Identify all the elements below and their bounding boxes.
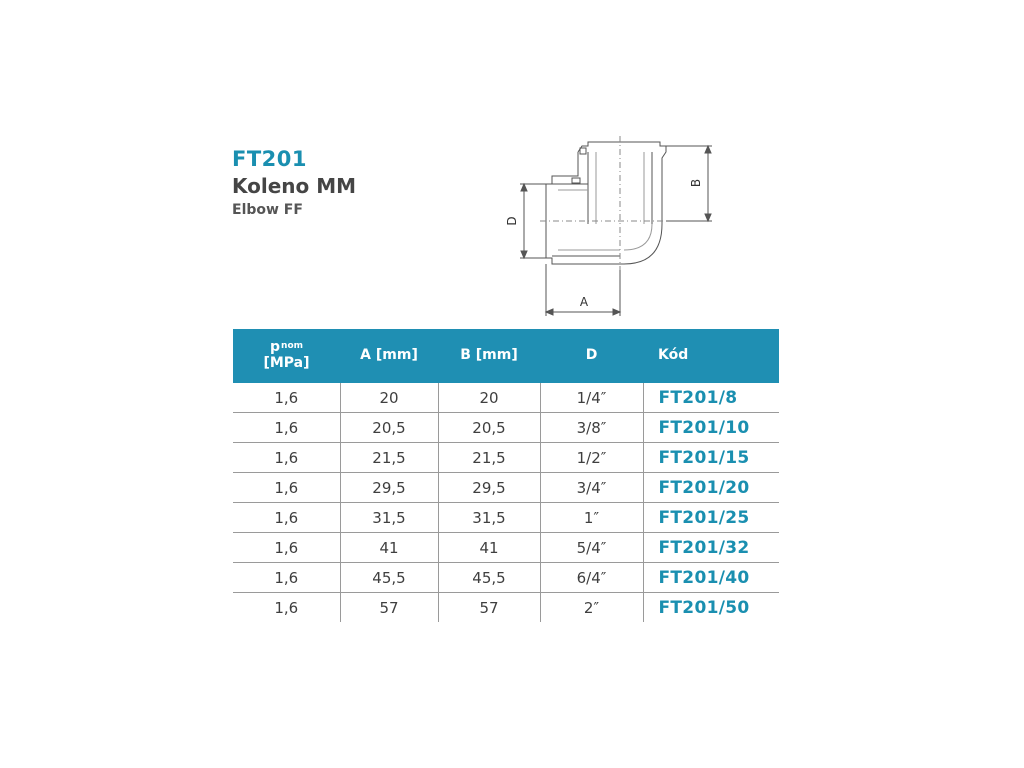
cell-pressure: 1,6 [233,503,340,533]
product-name-czech: Koleno MM [232,174,357,198]
cell-a: 57 [340,593,438,623]
cell-d: 3/4″ [540,473,643,503]
cell-code: FT201/25 [643,503,779,533]
table-row [233,443,779,473]
cell-code: FT201/32 [643,533,779,563]
cell-d: 3/8″ [540,413,643,443]
cell-d: 6/4″ [540,563,643,593]
cell-d: 1/2″ [540,443,643,473]
cell-pressure: 1,6 [233,563,340,593]
header-pressure [233,329,340,382]
header-a: A [mm] [340,329,438,382]
table-header-row [233,329,779,382]
cell-pressure: 1,6 [233,413,340,443]
table-row [233,563,779,593]
cell-pressure: 1,6 [233,533,340,563]
dimensions-table [233,329,779,622]
cell-code: FT201/15 [643,443,779,473]
product-heading [232,146,356,220]
table-row [233,473,779,503]
cell-a: 20,5 [340,413,438,443]
table-row [233,503,779,533]
table-row [233,382,779,413]
cell-a: 31,5 [340,503,438,533]
elbow-left-branch [546,152,580,264]
product-name-english: Elbow FF [232,202,303,218]
table-row [233,533,779,563]
cell-a: 29,5 [340,473,438,503]
header-pressure-symbol: p [270,339,281,355]
cell-b: 57 [438,593,540,623]
cell-b: 41 [438,533,540,563]
cell-b: 29,5 [438,473,540,503]
cell-d: 1″ [540,503,643,533]
header-pressure-subscript: nom [281,341,303,351]
cell-a: 20 [340,382,438,413]
header-d: D [540,329,643,382]
dimension-label-d: D [505,216,519,226]
dimension-label-b: B [689,178,703,188]
header-pressure-unit: [MPa] [263,355,310,371]
cell-d: 1/4″ [540,382,643,413]
cell-code: FT201/10 [643,413,779,443]
cell-pressure: 1,6 [274,598,299,617]
cell-a: 45,5 [340,563,438,593]
cell-code: FT201/8 [643,382,779,413]
cell-b: 31,5 [438,503,540,533]
cell-pressure: 1,6 [233,473,340,503]
dimension-label-a: A [579,295,589,309]
header-b: B [mm] [438,329,540,382]
cell-d: 5/4″ [540,533,643,563]
product-code-title: FT201 [232,147,308,171]
elbow-top-branch [578,142,666,264]
cell-code: FT201/50 [643,593,779,623]
cell-d: 2″ [540,593,643,623]
cell-pressure: 1,6 [233,443,340,473]
elbow-technical-drawing [500,128,740,324]
cell-b: 20,5 [438,413,540,443]
cell-b: 45,5 [438,563,540,593]
cell-code: FT201/20 [643,473,779,503]
cell-b: 20 [438,382,540,413]
table-row [233,593,779,623]
header-code: Kód [643,329,779,382]
cell-code: FT201/40 [643,563,779,593]
cell-a: 41 [340,533,438,563]
cell-a: 21,5 [340,443,438,473]
table-row [233,413,779,443]
cell-b: 21,5 [438,443,540,473]
cell-pressure: 1,6 [233,382,340,413]
